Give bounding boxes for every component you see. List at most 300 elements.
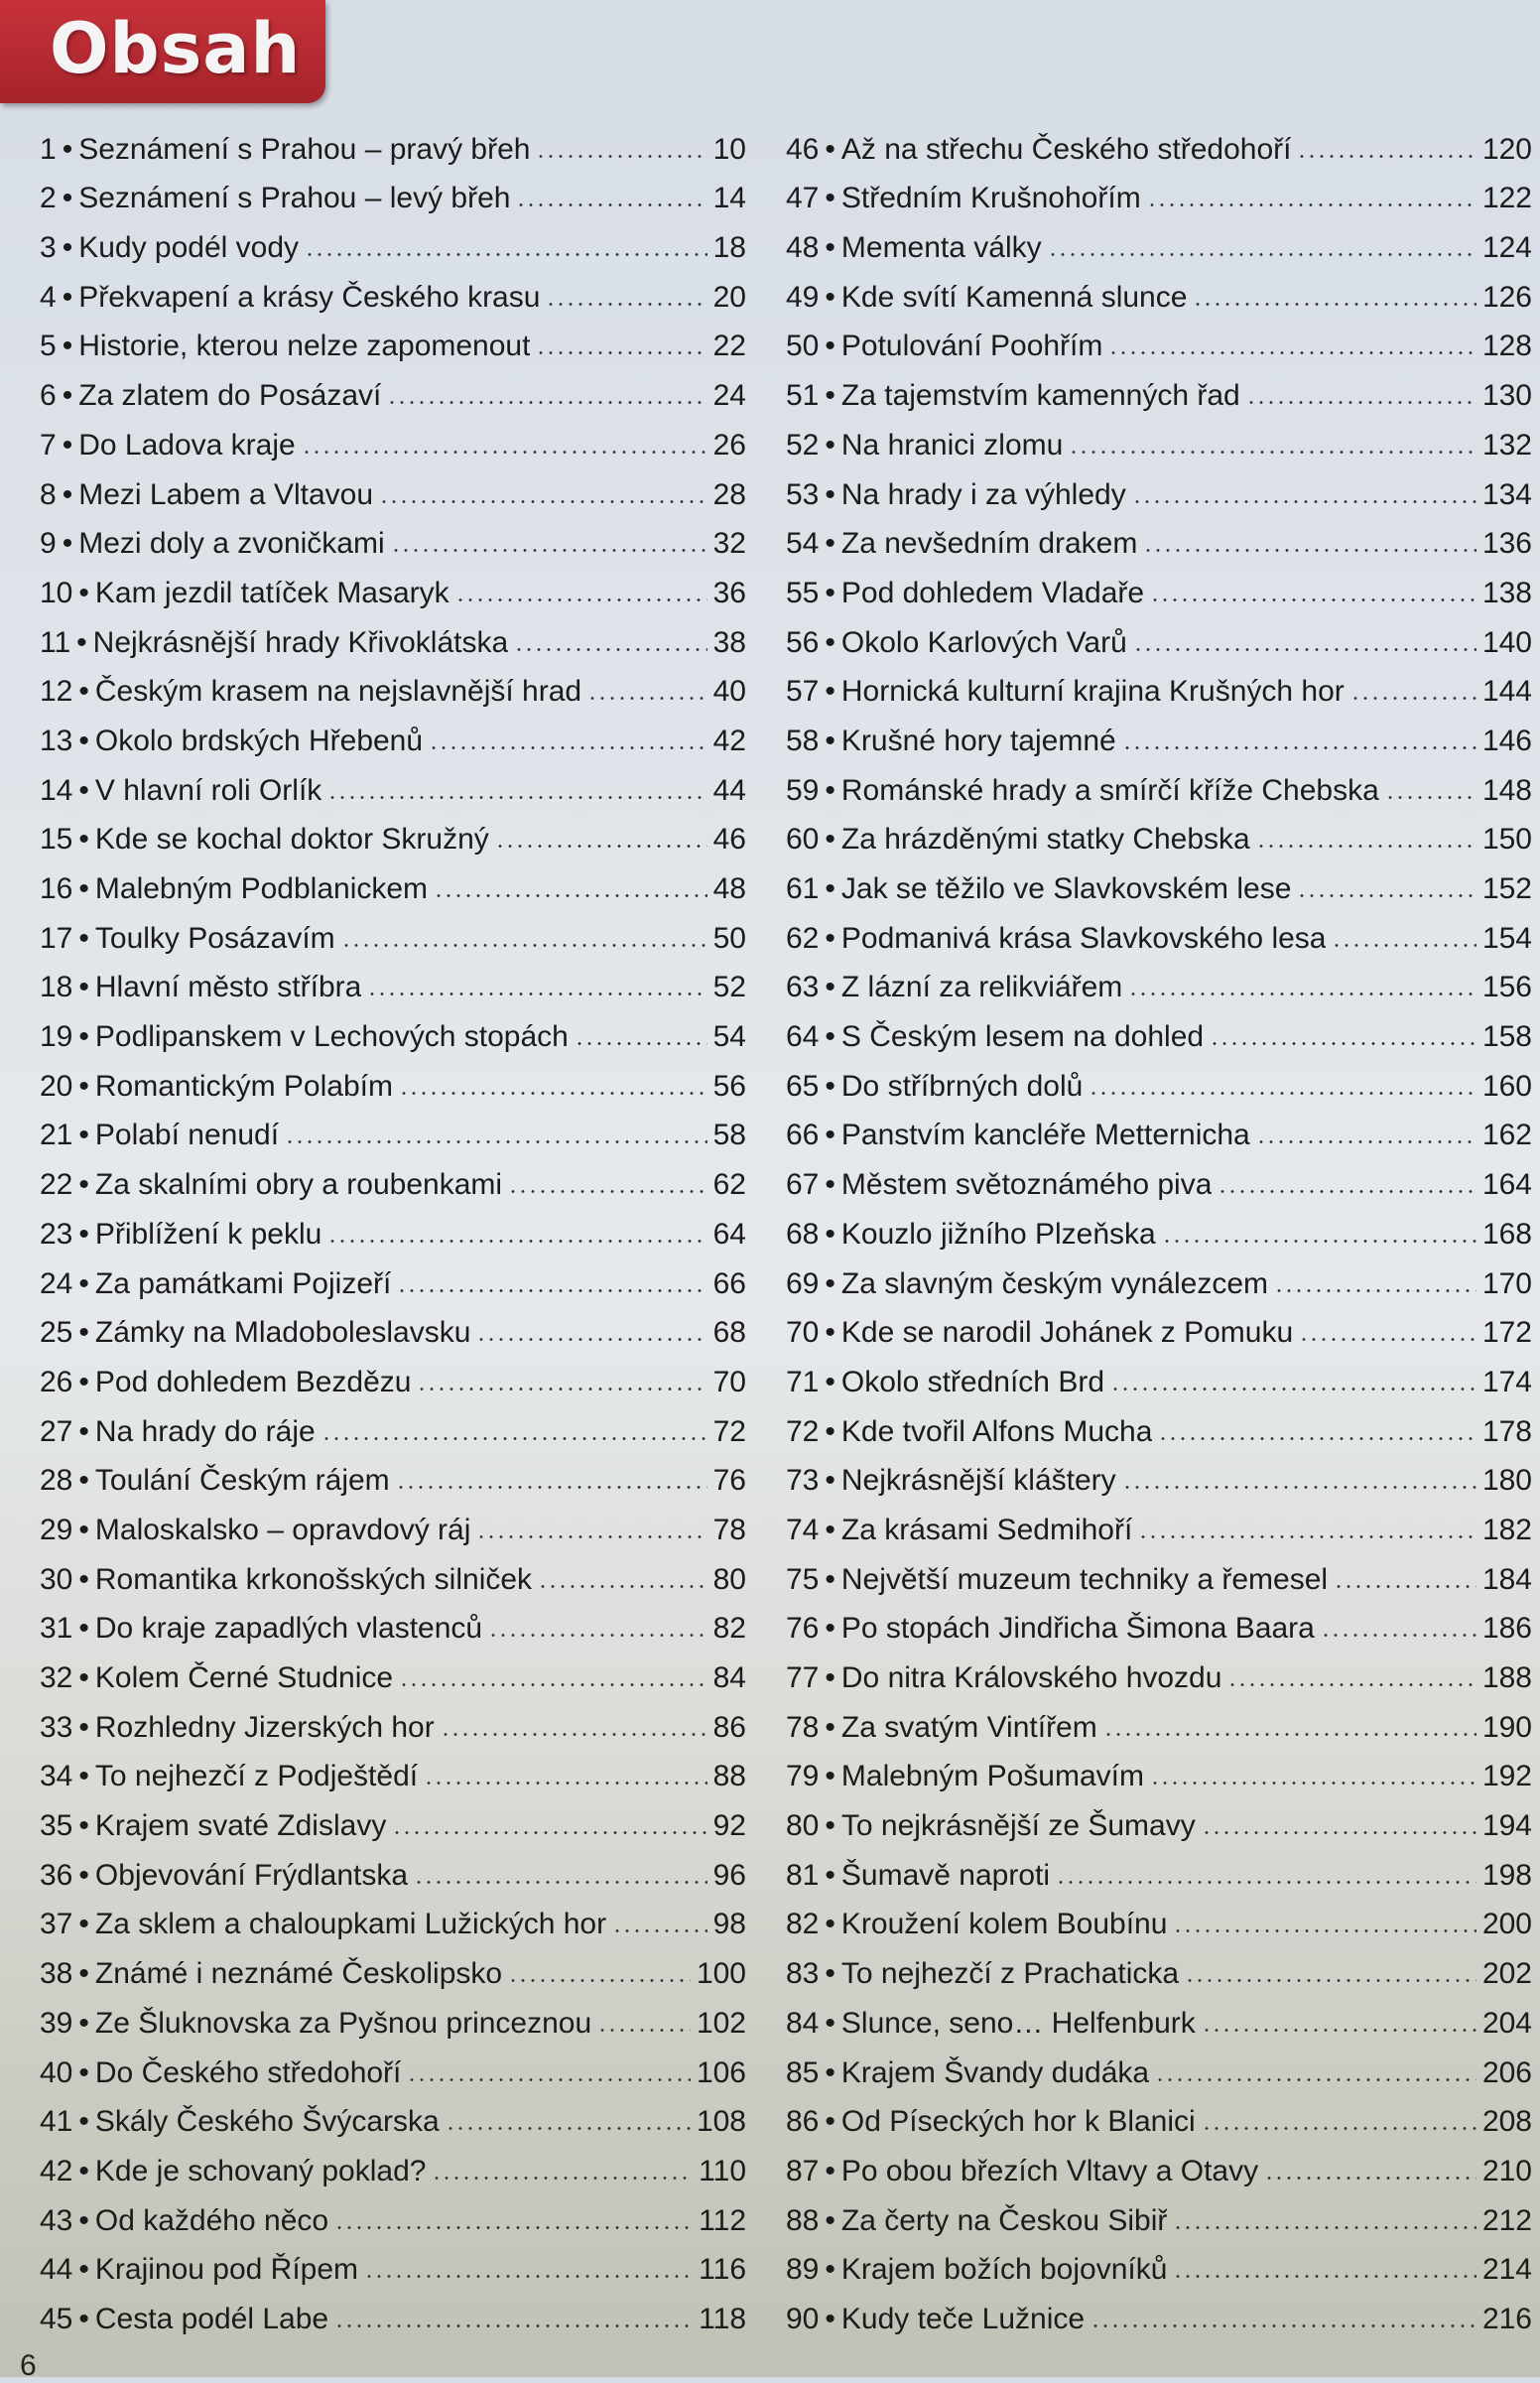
toc-entry-title: Za skalními obry a roubenkami (94, 1168, 503, 1202)
dot-leader (399, 1683, 707, 1686)
toc-entry (786, 121, 1532, 171)
toc-entry-page: 162 (1481, 1119, 1532, 1152)
toc-entry-number: 43 (40, 2203, 73, 2237)
toc-entry-number: 30 (40, 1562, 73, 1596)
bullet-separator: • (78, 1217, 89, 1251)
toc-entry-title: Seznámení s Prahou – levý břeh (78, 182, 511, 215)
toc-entry (786, 861, 1532, 910)
toc-entry (786, 2192, 1532, 2242)
toc-entry-page: 144 (1481, 675, 1532, 709)
dot-leader (446, 2127, 691, 2130)
dot-leader (1334, 1585, 1476, 1588)
toc-entry-number: 89 (786, 2253, 820, 2287)
toc-entry-title: Českým krasem na nejslavnější hrad (94, 675, 582, 709)
bullet-separator: • (825, 1760, 835, 1793)
toc-entry-number: 23 (40, 1217, 73, 1251)
toc-entry-title: S Českým lesem na dohled (840, 1020, 1205, 1054)
dot-leader (1150, 1782, 1476, 1785)
toc-entry (786, 1699, 1532, 1749)
toc-entry-number: 9 (40, 527, 57, 561)
bullet-separator: • (78, 724, 89, 757)
toc-entry-page: 200 (1481, 1908, 1532, 1941)
bullet-separator: • (76, 625, 87, 659)
page-number: 6 (20, 2349, 37, 2382)
bullet-separator: • (62, 231, 73, 265)
toc-entry (40, 960, 746, 1009)
bullet-separator: • (825, 231, 835, 265)
toc-entry-page: 206 (1481, 2055, 1532, 2089)
toc-entry-page: 134 (1481, 477, 1532, 511)
toc-entry-title: Potulování Poohřím (840, 330, 1103, 363)
toc-entry (786, 565, 1532, 614)
toc-entry-title: Kolem Černé Studnice (94, 1661, 394, 1694)
bullet-separator: • (78, 921, 89, 955)
dot-leader (536, 351, 706, 354)
toc-entry-page: 24 (712, 379, 746, 413)
toc-entry-title: Od každého něco (94, 2203, 329, 2237)
bullet-separator: • (825, 2105, 835, 2139)
dot-leader (1246, 401, 1476, 404)
toc-entry-number: 84 (786, 2006, 820, 2040)
bullet-separator: • (825, 1562, 835, 1596)
bullet-separator: • (825, 1020, 835, 1054)
toc-entry (40, 1551, 746, 1601)
bullet-separator: • (78, 1908, 89, 1941)
bullet-separator: • (825, 1513, 835, 1546)
bullet-separator: • (825, 330, 835, 363)
dot-leader (1297, 894, 1476, 897)
toc-entry (786, 2045, 1532, 2094)
toc-entry-page: 70 (712, 1365, 746, 1398)
toc-entry-title: Překvapení a krásy Českého krasu (78, 280, 541, 314)
toc-entry (40, 762, 746, 812)
dot-leader (391, 549, 707, 552)
toc-column-right (786, 121, 1532, 2340)
dot-leader (364, 2275, 693, 2278)
toc-entry-title: Kde je schovaný poklad? (94, 2154, 427, 2187)
toc-entry (40, 1008, 746, 1058)
dot-leader (1321, 1634, 1476, 1637)
toc-entry-number: 35 (40, 1809, 73, 1843)
toc-entry (786, 1305, 1532, 1355)
toc-entry (786, 417, 1532, 466)
toc-entry-title: Městem světoznámého piva (840, 1168, 1213, 1202)
toc-entry (40, 2192, 746, 2242)
toc-entry-page: 202 (1481, 1957, 1532, 1991)
toc-entry-number: 18 (40, 971, 73, 1004)
toc-entry (786, 2242, 1532, 2292)
toc-entry-page: 208 (1481, 2105, 1532, 2139)
toc-entry-number: 50 (786, 330, 820, 363)
page-title: Obsah (50, 8, 302, 89)
toc-entry-number: 60 (786, 823, 820, 857)
bullet-separator: • (78, 1316, 89, 1350)
dot-leader (434, 894, 707, 897)
toc-entry (786, 319, 1532, 368)
dot-leader (1128, 993, 1476, 995)
toc-entry (786, 1650, 1532, 1699)
toc-entry-page: 172 (1481, 1316, 1532, 1350)
toc-entry-number: 69 (786, 1266, 820, 1300)
toc-entry-title: Okolo brdských Hřebenů (94, 724, 424, 757)
bullet-separator: • (78, 2055, 89, 2089)
bullet-separator: • (78, 1168, 89, 1202)
toc-entry-title: Pod dohledem Bezdězu (94, 1365, 412, 1398)
dot-leader (516, 203, 706, 206)
toc-entry-number: 13 (40, 724, 73, 757)
toc-entry-title: Rozhledny Jizerských hor (94, 1710, 435, 1744)
bullet-separator: • (78, 1661, 89, 1694)
toc-entry (40, 1108, 746, 1157)
toc-entry-title: Do kraje zapadlých vlastenců (94, 1612, 483, 1646)
toc-entry-number: 73 (786, 1464, 820, 1498)
toc-entry (40, 1797, 746, 1847)
dot-leader (1299, 1338, 1476, 1341)
dot-leader (441, 1733, 707, 1736)
toc-entry-page: 140 (1481, 625, 1532, 659)
toc-entry-title: Za tajemstvím kamenných řad (840, 379, 1240, 413)
bullet-separator: • (825, 379, 835, 413)
toc-entry-title: Z lázní za relikviářem (840, 971, 1123, 1004)
toc-entry-page: 194 (1481, 1809, 1532, 1843)
toc-entry-page: 122 (1481, 182, 1532, 215)
toc-entry-page: 174 (1481, 1365, 1532, 1398)
toc-entry (786, 614, 1532, 664)
toc-entry (40, 1502, 746, 1551)
toc-entry-number: 76 (786, 1612, 820, 1646)
toc-entry-title: Kouzlo jižního Plzeňska (840, 1217, 1156, 1251)
toc-entry-title: Za sklem a chaloupkami Lužických hor (94, 1908, 607, 1941)
bullet-separator: • (62, 132, 73, 166)
toc-entry-number: 51 (786, 379, 820, 413)
bullet-separator: • (825, 1414, 835, 1448)
toc-entry-number: 58 (786, 724, 820, 757)
bullet-separator: • (62, 379, 73, 413)
dot-leader (387, 401, 706, 404)
toc-entry-title: Od Píseckých hor k Blanici (840, 2105, 1196, 2139)
toc-entry (786, 762, 1532, 812)
bullet-separator: • (825, 872, 835, 905)
toc-entry (40, 1256, 746, 1305)
toc-entry-number: 29 (40, 1513, 73, 1546)
toc-entry-number: 62 (786, 921, 820, 955)
toc-entry-number: 4 (40, 280, 57, 314)
toc-entry-page: 130 (1481, 379, 1532, 413)
dot-leader (392, 1831, 706, 1834)
toc-entry-page: 10 (712, 132, 746, 166)
toc-entry-title: Maloskalsko – opravdový ráj (94, 1513, 471, 1546)
toc-entry (40, 910, 746, 960)
toc-entry-title: Skály Českého Švýcarska (94, 2105, 440, 2139)
toc-entry-page: 198 (1481, 1858, 1532, 1892)
toc-entry (786, 2094, 1532, 2144)
toc-entry-title: Krajem božích bojovníků (840, 2253, 1168, 2287)
toc-entry (40, 1058, 746, 1108)
dot-leader (1274, 1289, 1476, 1292)
toc-entry-title: Panstvím kancléře Metternicha (840, 1119, 1250, 1152)
toc-entry (40, 2242, 746, 2292)
toc-entry-page: 214 (1481, 2253, 1532, 2287)
bullet-separator: • (78, 2154, 89, 2187)
toc-entry (786, 1156, 1532, 1206)
toc-entry-title: Do nitra Královského hvozdu (840, 1661, 1222, 1694)
toc-entry-number: 14 (40, 773, 73, 807)
bullet-separator: • (78, 1809, 89, 1843)
dot-leader (1048, 253, 1476, 256)
toc-entry-page: 118 (699, 2302, 746, 2335)
toc-entry-title: Do Českého středohoří (94, 2055, 402, 2089)
toc-entry-page: 128 (1481, 330, 1532, 363)
toc-entry (40, 269, 746, 319)
toc-entry (786, 1945, 1532, 1995)
dot-leader (508, 1979, 691, 1982)
toc-entry (786, 1601, 1532, 1651)
toc-entry-title: Malebným Podblanickem (94, 872, 429, 905)
dot-leader (476, 1535, 706, 1538)
toc-entry-number: 47 (786, 182, 820, 215)
bullet-separator: • (825, 477, 835, 511)
toc-entry-page: 38 (712, 625, 746, 659)
toc-entry-page: 160 (1481, 1069, 1532, 1103)
toc-entry (40, 565, 746, 614)
toc-entry-number: 68 (786, 1217, 820, 1251)
bullet-separator: • (825, 2253, 835, 2287)
toc-entry-number: 66 (786, 1119, 820, 1152)
toc-entry (40, 466, 746, 516)
toc-entry (40, 664, 746, 714)
toc-entry-number: 90 (786, 2302, 820, 2335)
toc-entry-page: 106 (696, 2055, 746, 2089)
toc-entry-title: Za hrázděnými statky Chebska (840, 823, 1250, 857)
toc-entry-page: 180 (1481, 1464, 1532, 1498)
toc-entry-number: 48 (786, 231, 820, 265)
toc-entry (40, 2291, 746, 2340)
toc-entry (786, 812, 1532, 861)
dot-leader (1193, 303, 1476, 306)
bullet-separator: • (78, 1513, 89, 1546)
toc-entry-page: 18 (712, 231, 746, 265)
toc-entry-page: 150 (1481, 823, 1532, 857)
toc-entry (786, 1354, 1532, 1403)
dot-leader (1132, 500, 1476, 503)
bullet-separator: • (825, 428, 835, 462)
bullet-separator: • (78, 1760, 89, 1793)
toc-entry-title: Seznámení s Prahou – pravý břeh (78, 132, 531, 166)
toc-entry (40, 1749, 746, 1798)
toc-entry (40, 1699, 746, 1749)
toc-entry-title: Slunce, seno… Helfenburk (840, 2006, 1196, 2040)
toc-entry-page: 182 (1481, 1513, 1532, 1546)
bullet-separator: • (78, 2203, 89, 2237)
toc-entry-page: 146 (1481, 724, 1532, 757)
toc-entry-number: 19 (40, 1020, 73, 1054)
bullet-separator: • (825, 280, 835, 314)
toc-entry-page: 46 (712, 823, 746, 857)
toc-entry-page: 124 (1481, 231, 1532, 265)
toc-entry-page: 112 (699, 2203, 746, 2237)
toc-entry-title: Nejkrásnější kláštery (840, 1464, 1116, 1498)
dot-leader (597, 2029, 691, 2032)
toc-entry-number: 26 (40, 1365, 73, 1398)
toc-entry-title: Mezi doly a zvoničkami (78, 527, 385, 561)
bullet-separator: • (78, 1562, 89, 1596)
toc-entry-page: 56 (712, 1069, 746, 1103)
toc-entry-number: 12 (40, 675, 73, 709)
dot-leader (455, 598, 707, 601)
toc-entry-title: Objevování Frýdlantska (94, 1858, 409, 1892)
dot-leader (399, 1092, 707, 1095)
dot-leader (1256, 845, 1476, 848)
toc-entry-title: Na hranici zlomu (840, 428, 1064, 462)
bullet-separator: • (78, 1957, 89, 1991)
toc-entry-page: 186 (1481, 1612, 1532, 1646)
toc-entry (40, 2045, 746, 2094)
toc-entry-number: 40 (40, 2055, 73, 2089)
toc-entry-title: Krušné hory tajemné (840, 724, 1116, 757)
toc-entry-page: 102 (696, 2006, 746, 2040)
toc-entry-page: 50 (712, 921, 746, 955)
toc-entry-title: Toulky Posázavím (94, 921, 335, 955)
bullet-separator: • (825, 773, 835, 807)
toc-entry-number: 2 (40, 182, 57, 215)
toc-entry-number: 8 (40, 477, 57, 511)
toc-entry (786, 1403, 1532, 1453)
bullet-separator: • (825, 1908, 835, 1941)
dot-leader (1056, 1881, 1476, 1884)
toc-entry-title: Historie, kterou nelze zapomenout (78, 330, 531, 363)
dot-leader (424, 1782, 707, 1785)
dot-leader (1297, 155, 1476, 158)
toc-entry-title: Cesta podél Labe (94, 2302, 329, 2335)
toc-entry (786, 1749, 1532, 1798)
dot-leader (379, 500, 707, 503)
toc-entry-page: 76 (712, 1464, 746, 1498)
toc-entry-page: 40 (712, 675, 746, 709)
toc-entry-title: Zámky na Mladoboleslavsku (94, 1316, 471, 1350)
toc-entry-page: 54 (712, 1020, 746, 1054)
toc-entry-page: 132 (1481, 428, 1532, 462)
bullet-separator: • (78, 1710, 89, 1744)
toc-entry-page: 72 (712, 1414, 746, 1448)
dot-leader (1202, 2029, 1476, 2032)
toc-entry (40, 614, 746, 664)
toc-entry-number: 83 (786, 1957, 820, 1991)
toc-entry-number: 5 (40, 330, 57, 363)
bullet-separator: • (78, 971, 89, 1004)
toc-entry-number: 55 (786, 576, 820, 609)
dot-leader (1210, 1042, 1476, 1045)
toc-entry-page: 100 (696, 1957, 746, 1991)
toc-entry-number: 52 (786, 428, 820, 462)
toc-entry (786, 1206, 1532, 1256)
toc-entry-number: 56 (786, 625, 820, 659)
toc-entry (40, 1354, 746, 1403)
bullet-separator: • (78, 2006, 89, 2040)
toc-entry-page: 188 (1481, 1661, 1532, 1694)
bullet-separator: • (825, 182, 835, 215)
bullet-separator: • (62, 182, 73, 215)
toc-entry-number: 25 (40, 1316, 73, 1350)
dot-leader (397, 1289, 706, 1292)
toc-entry-number: 72 (786, 1414, 820, 1448)
dot-leader (1155, 2078, 1476, 2081)
toc-entry (40, 1403, 746, 1453)
toc-entry-title: Do Ladova kraje (78, 428, 296, 462)
toc-entry (786, 1058, 1532, 1108)
toc-entry (40, 2143, 746, 2192)
toc-entry-page: 136 (1481, 527, 1532, 561)
toc-entry-number: 79 (786, 1760, 820, 1793)
dot-leader (429, 746, 707, 749)
dot-leader (587, 697, 707, 700)
toc-entry (40, 1453, 746, 1503)
toc-entry (40, 861, 746, 910)
toc-entry-title: Okolo Karlových Varů (840, 625, 1127, 659)
dot-leader (1069, 451, 1476, 454)
toc-entry-number: 24 (40, 1266, 73, 1300)
toc-entry-page: 36 (712, 576, 746, 609)
toc-entry (40, 219, 746, 269)
toc-entry-title: Pod dohledem Vladaře (840, 576, 1145, 609)
bullet-separator: • (825, 675, 835, 709)
toc-entry-title: Ze Šluknovska za Pyšnou princeznou (94, 2006, 592, 2040)
toc-entry-page: 212 (1481, 2203, 1532, 2237)
dot-leader (1089, 1092, 1476, 1095)
bullet-separator: • (825, 823, 835, 857)
toc-entry (40, 713, 746, 762)
toc-entry-number: 85 (786, 2055, 820, 2089)
toc-entry-title: Toulání Českým rájem (94, 1464, 390, 1498)
toc-entry-number: 49 (786, 280, 820, 314)
toc-entry-page: 126 (1481, 280, 1532, 314)
toc-entry (40, 1206, 746, 1256)
toc-entry-number: 71 (786, 1365, 820, 1398)
toc-entry-number: 67 (786, 1168, 820, 1202)
dot-leader (476, 1338, 706, 1341)
toc-entry (786, 1256, 1532, 1305)
bullet-separator: • (62, 330, 73, 363)
bullet-separator: • (78, 2253, 89, 2287)
toc-entry-number: 15 (40, 823, 73, 857)
toc-entry-page: 108 (696, 2105, 746, 2139)
toc-entry-title: Na hrady i za výhledy (840, 477, 1126, 511)
toc-entry (40, 1305, 746, 1355)
toc-entry-number: 39 (40, 2006, 73, 2040)
toc-entry-page: 168 (1481, 1217, 1532, 1251)
toc-entry-title: Přiblížení k peklu (94, 1217, 322, 1251)
toc-entry-page: 26 (712, 428, 746, 462)
bullet-separator: • (825, 2006, 835, 2040)
dot-leader (302, 451, 707, 454)
toc-entry-page: 148 (1481, 773, 1532, 807)
toc-entry-title: Mementa války (840, 231, 1042, 265)
toc-entry-page: 78 (712, 1513, 746, 1546)
toc-entry (40, 1156, 746, 1206)
toc-entry (40, 121, 746, 171)
bullet-separator: • (78, 1365, 89, 1398)
dot-leader (285, 1140, 707, 1143)
toc-entry-page: 116 (699, 2253, 746, 2287)
dot-leader (1218, 1190, 1476, 1193)
toc-entry-page: 86 (712, 1710, 746, 1744)
toc-entry-page: 164 (1481, 1168, 1532, 1202)
toc-entry-title: Polabí nenudí (94, 1119, 280, 1152)
bullet-separator: • (825, 2154, 835, 2187)
bullet-separator: • (62, 428, 73, 462)
toc-entry-page: 216 (1481, 2302, 1532, 2335)
toc-entry (786, 1551, 1532, 1601)
dot-leader (546, 303, 706, 306)
